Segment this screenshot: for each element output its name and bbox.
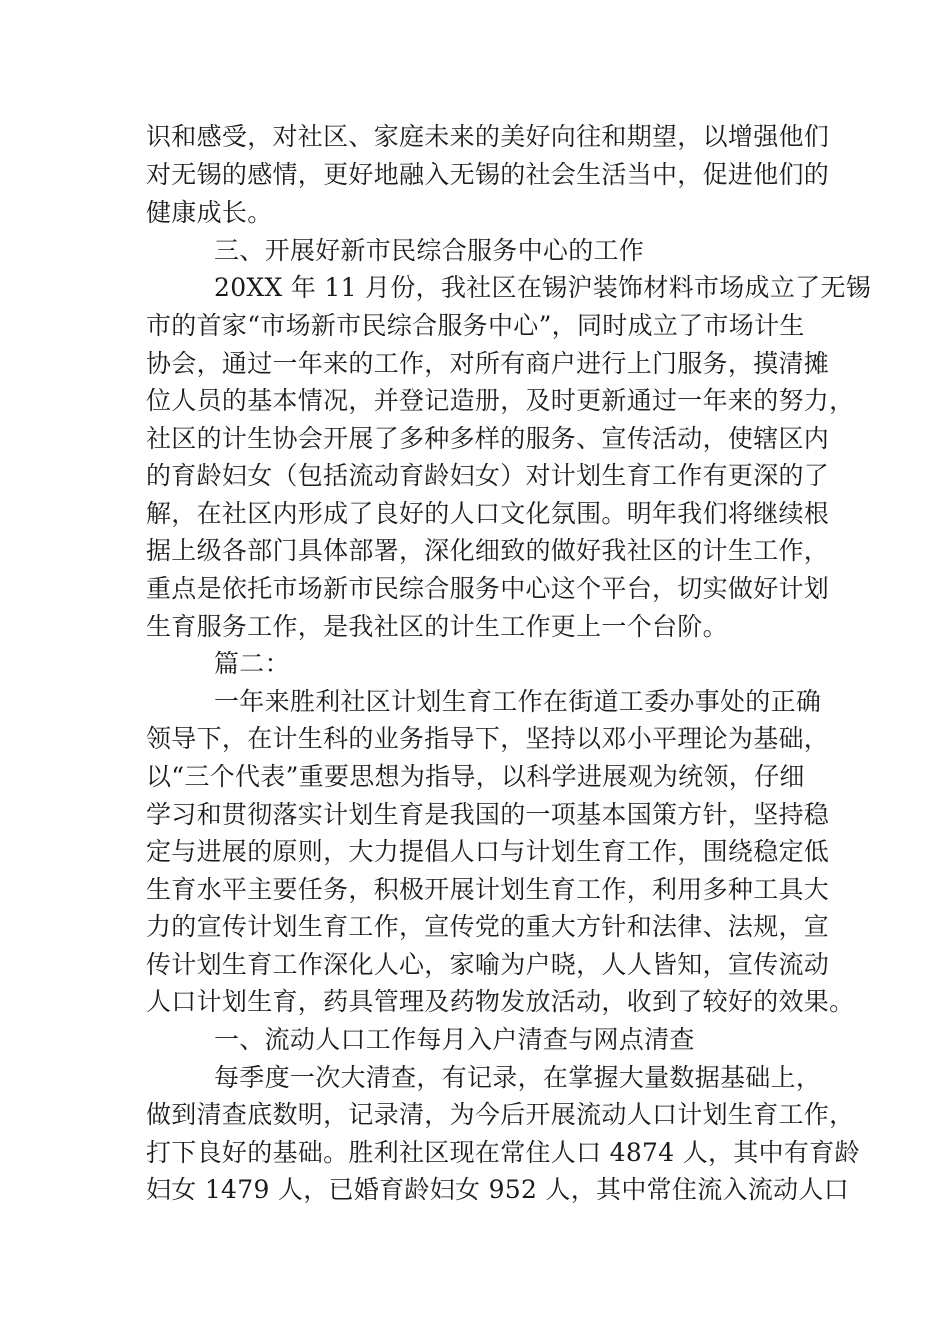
text-line: 生育水平主要任务，积极开展计划生育工作，利用多种工具大	[146, 875, 830, 904]
text-line: 位人员的基本情况，并登记造册，及时更新通过一年来的努力，	[146, 386, 855, 415]
section-heading: 三、开展好新市民综合服务中心的工作	[214, 236, 645, 265]
text-line: 20XX 年 11 月份，我社区在锡沪装饰材料市场成立了无锡	[214, 273, 872, 302]
text-line: 定与进展的原则，大力提倡人口与计划生育工作，围绕稳定低	[146, 837, 830, 866]
text-line: 学习和贯彻落实计划生育是我国的一项基本国策方针，坚持稳	[146, 800, 830, 829]
text-line: 协会，通过一年来的工作，对所有商户进行上门服务，摸清摊	[146, 349, 830, 378]
text-line: 重点是依托市场新市民综合服务中心这个平台，切实做好计划	[146, 574, 830, 603]
text-line: 市的首家“市场新市民综合服务中心”，同时成立了市场计生	[146, 311, 805, 340]
section-heading: 一、流动人口工作每月入户清查与网点清查	[214, 1025, 695, 1054]
text-line: 的育龄妇女（包括流动育龄妇女）对计划生育工作有更深的了	[146, 461, 830, 490]
text-line: 每季度一次大清查，有记录，在掌握大量数据基础上，	[214, 1063, 822, 1092]
text-line: 做到清查底数明，记录清，为今后开展流动人口计划生育工作，	[146, 1100, 855, 1129]
text-line: 生育服务工作，是我社区的计生工作更上一个台阶。	[146, 612, 728, 641]
text-line: 力的宣传计划生育工作，宣传党的重大方针和法律、法规，宣	[146, 912, 830, 941]
text-line: 妇女 1479 人，已婚育龄妇女 952 人，其中常住流入流动人口	[146, 1175, 850, 1204]
text-line: 对无锡的感情，更好地融入无锡的社会生活当中，促进他们的	[146, 160, 830, 189]
text-line: 据上级各部门具体部署，深化细致的做好我社区的计生工作，	[146, 536, 830, 565]
text-line: 解，在社区内形成了良好的人口文化氛围。明年我们将继续根	[146, 499, 830, 528]
text-line: 打下良好的基础。胜利社区现在常住人口 4874 人，其中有育龄	[146, 1138, 860, 1167]
text-line: 以“三个代表”重要思想为指导，以科学进展观为统领，仔细	[146, 762, 805, 791]
text-line: 人口计划生育，药具管理及药物发放活动，收到了较好的效果。	[146, 987, 855, 1016]
section-heading: 篇二：	[214, 649, 290, 678]
text-line: 传计划生育工作深化人心，家喻为户晓，人人皆知，宣传流动	[146, 950, 830, 979]
text-line: 领导下，在计生科的业务指导下，坚持以邓小平理论为基础，	[146, 724, 830, 753]
text-line: 一年来胜利社区计划生育工作在街道工委办事处的正确	[214, 687, 822, 716]
text-line: 社区的计生协会开展了多种多样的服务、宣传活动，使辖区内	[146, 424, 830, 453]
text-line: 识和感受，对社区、家庭未来的美好向往和期望，以增强他们	[146, 122, 830, 151]
text-line: 健康成长。	[146, 198, 273, 227]
